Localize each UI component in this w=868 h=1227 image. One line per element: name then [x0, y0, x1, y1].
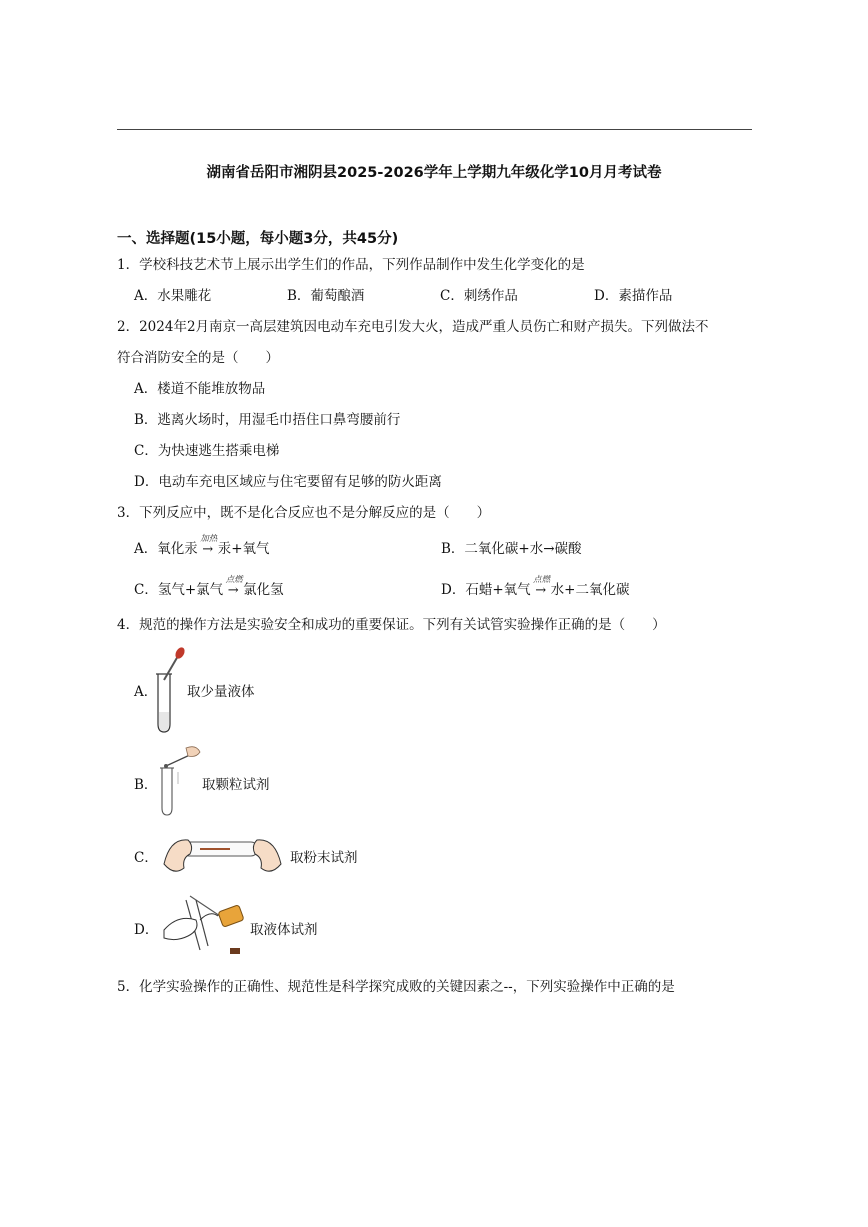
- question-5-stem: 5．化学实验操作的正确性、规范性是科学探究成败的关键因素之--，下列实验操作中正确的是: [117, 979, 675, 995]
- q3-option-d: [441, 575, 630, 598]
- header-rule: [117, 129, 752, 130]
- q1-option-a: A．水果雕花: [134, 288, 212, 304]
- question-2-stem-line2: 符合消防安全的是（ ）: [117, 350, 279, 366]
- q3-c-reactants: C．氢气+氯气: [134, 582, 224, 598]
- q1-option-d: D．素描作品: [594, 288, 673, 304]
- q3-option-a: [134, 534, 270, 557]
- q4-option-d-letter: D．: [134, 922, 159, 938]
- q4-option-a-letter: A．: [134, 684, 158, 700]
- pouring-liquid-illustration: [160, 890, 252, 960]
- q2-option-a: A．楼道不能堆放物品: [134, 381, 266, 397]
- q1-option-b: B．葡萄酿酒: [287, 288, 365, 304]
- q4-option-b-letter: B．: [134, 777, 158, 793]
- q3-option-b: B．二氧化碳+水→碳酸: [441, 541, 582, 557]
- q4-option-c-letter: C．: [134, 850, 158, 866]
- reaction-arrow-icon: 加热 →: [198, 541, 218, 557]
- hands-horizontal-tube-illustration: [160, 824, 285, 884]
- q3-a-products: 汞+氧气: [217, 541, 270, 557]
- question-4-stem: 4．规范的操作方法是实验安全和成功的重要保证。下列有关试管实验操作正确的是（ ）: [117, 617, 666, 633]
- q4-option-d-text: 取液体试剂: [250, 922, 318, 938]
- dropper-test-tube-illustration: [150, 644, 190, 734]
- q2-option-b: B．逃离火场时，用湿毛巾捂住口鼻弯腰前行: [134, 412, 401, 428]
- q3-d-reactants: D．石蜡+氧气: [441, 582, 531, 598]
- q3-a-condition: 加热: [200, 534, 218, 544]
- q2-option-c: C．为快速逃生搭乘电梯: [134, 443, 280, 459]
- q3-option-c: [134, 575, 284, 598]
- q4-option-b-text: 取颗粒试剂: [202, 777, 270, 793]
- q3-d-condition: 点燃: [533, 575, 551, 585]
- question-3-stem: 3．下列反应中，既不是化合反应也不是分解反应的是（ ）: [117, 505, 491, 521]
- q4-option-c-text: 取粉末试剂: [290, 850, 358, 866]
- q3-c-condition: 点燃: [225, 575, 243, 585]
- q4-option-a-text: 取少量液体: [187, 684, 255, 700]
- tweezers-test-tube-illustration: [152, 738, 202, 818]
- reaction-arrow-icon: 点燃 →: [223, 582, 243, 598]
- question-2-stem-line1: 2．2024年2月南京一高层建筑因电动车充电引发大火，造成严重人员伤亡和财产损失。下列做法不: [117, 319, 709, 335]
- q3-c-products: 氯化氢: [243, 582, 284, 598]
- q3-a-reactants: A．氧化汞: [134, 541, 198, 557]
- q2-option-d: D．电动车充电区域应与住宅要留有足够的防火距离: [134, 474, 442, 490]
- q3-d-products: 水+二氧化碳: [550, 582, 630, 598]
- exam-title: 湖南省岳阳市湘阴县2025-2026学年上学期九年级化学10月月考试卷: [206, 165, 662, 181]
- reaction-arrow-icon: 点燃 →: [531, 582, 551, 598]
- section-heading: 一、选择题(15小题，每小题3分，共45分): [117, 231, 399, 247]
- q1-option-c: C．刺绣作品: [440, 288, 518, 304]
- question-1-stem: 1．学校科技艺术节上展示出学生们的作品，下列作品制作中发生化学变化的是: [117, 257, 585, 273]
